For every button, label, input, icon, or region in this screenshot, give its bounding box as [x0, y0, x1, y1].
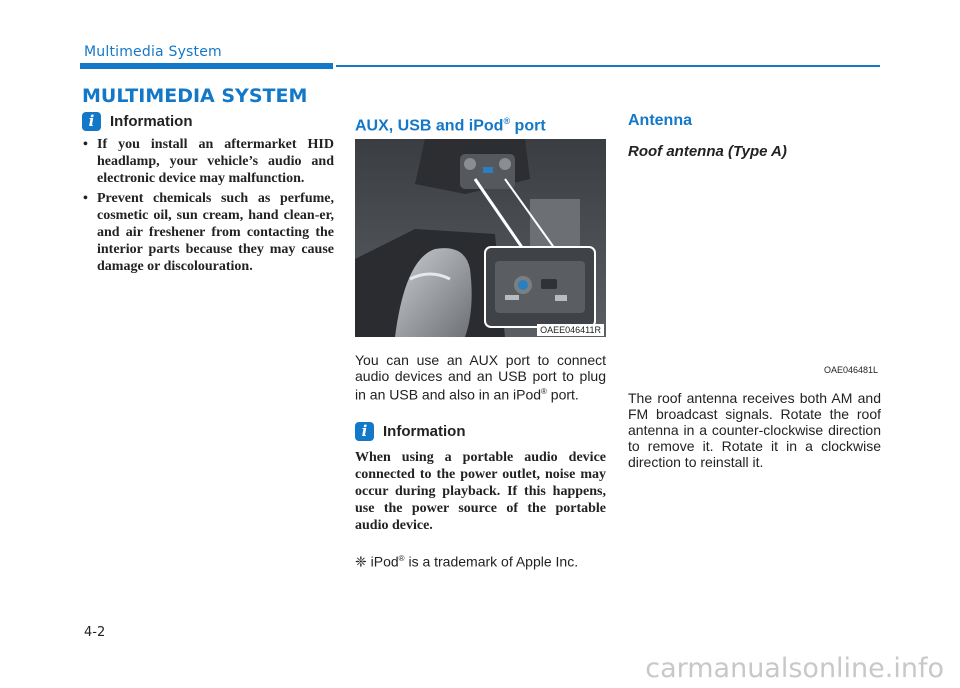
info-header	[355, 421, 606, 443]
heading-text-end: port	[510, 117, 546, 135]
trademark-note	[355, 551, 606, 570]
image-code: OAE046481L	[821, 364, 881, 376]
aux-usb-paragraph	[355, 352, 606, 403]
header-rule	[336, 65, 880, 67]
header-bar	[80, 63, 333, 69]
info-bullet: • If you install an aftermarket HID headlamp, your vehicle’s audio and electronic device may malfunction.	[82, 136, 334, 187]
info-text: When using a portable audio device connected to the power outlet, noise may occur during playback. If this happens, use the power source of the portable audio device.	[355, 449, 606, 533]
heading-text: AUX, USB and iPod	[355, 117, 504, 135]
page-title: MULTIMEDIA SYSTEM	[82, 85, 308, 107]
section-heading-antenna: Antenna	[628, 112, 692, 129]
paragraph-text-end: port.	[546, 386, 579, 403]
note-text: iPod	[366, 553, 399, 570]
info-icon: i	[82, 112, 101, 131]
subheading-roof-antenna: Roof antenna (Type A)	[628, 143, 787, 160]
section-label: Multimedia System	[84, 44, 222, 60]
page-number: 4-2	[84, 625, 106, 640]
section-heading-aux-usb	[355, 110, 606, 135]
registered-mark: ®	[541, 387, 547, 396]
column-antenna	[628, 110, 881, 470]
watermark: carmanualsonline.info	[645, 653, 944, 684]
info-header	[82, 110, 334, 132]
column-information	[82, 110, 334, 278]
column-aux-usb	[355, 110, 606, 569]
image-code: OAEE046411R	[537, 324, 604, 336]
registered-mark: ®	[503, 116, 511, 126]
antenna-paragraph: The roof antenna receives both AM and FM broadcast signals. Rotate the roof antenna in a counter-clockwise direction to remove it. Rotate it in a clockwise direction to reinstall it.	[628, 390, 881, 470]
console-photo	[355, 139, 606, 337]
info-title: Information	[383, 423, 466, 441]
info-bullet: • Prevent chemicals such as perfume, cosmetic oil, sun cream, hand clean-er, and air freshener from contacting the interior parts because they may cause damage or discolouration.	[82, 190, 334, 275]
info-title: Information	[110, 112, 193, 130]
paragraph-text: You can use an AUX port to connect audio devices and an USB port to plug in an USB and also in an iPod	[355, 352, 606, 403]
note-symbol: ❈	[355, 553, 367, 570]
antenna-image	[628, 166, 881, 376]
info-bullet-list	[82, 136, 334, 275]
note-text-end: is a trademark of Apple Inc.	[404, 553, 579, 570]
registered-mark: ®	[398, 553, 405, 563]
info-icon: i	[355, 422, 374, 441]
